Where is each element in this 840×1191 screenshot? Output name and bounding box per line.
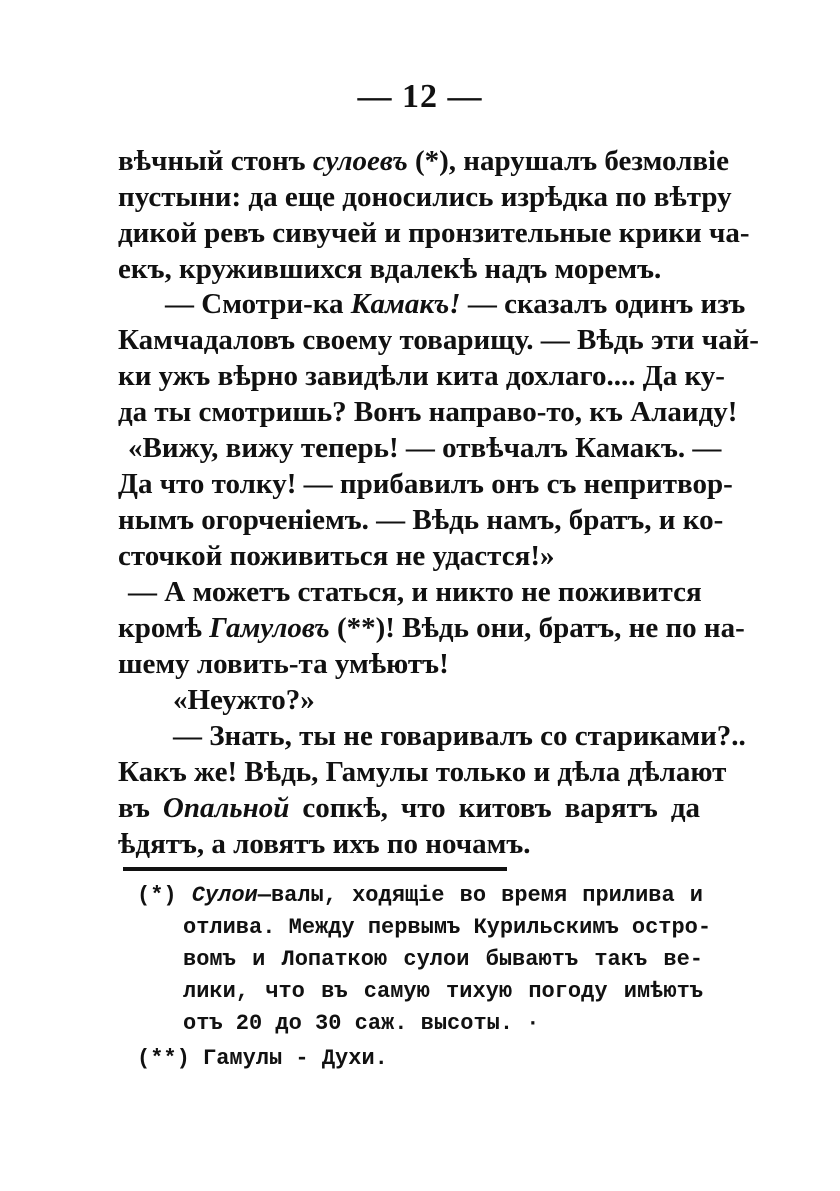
text-line: шему ловить-та умѣютъ! xyxy=(118,648,449,680)
footnote-term: Сулои xyxy=(191,883,258,908)
text-line: — А можетъ статься, и никто не поживится xyxy=(128,576,702,608)
italic-term: Гамуловъ xyxy=(209,612,330,644)
footnote-line: отъ 20 до 30 саж. высоты. · xyxy=(183,1011,540,1036)
text-span: (**)! Вѣдь они, братъ, не по на- xyxy=(336,612,745,644)
text-line xyxy=(118,610,745,646)
footnote-line xyxy=(137,1043,703,1075)
text-line: Камчадаловъ своему товарищу. — Вѣдь эти чай- xyxy=(118,324,759,356)
footnote-line: лики, что въ самую тихую погоду имѣютъ xyxy=(183,979,703,1004)
footnote-marker: (**) xyxy=(137,1046,190,1071)
text-span: въ xyxy=(118,792,150,824)
footnote-text: Гамулы - Духи. xyxy=(203,1046,388,1071)
text-line: ѣдятъ, а ловятъ ихъ по ночамъ. xyxy=(118,828,531,860)
text-span: кромѣ xyxy=(118,612,202,644)
text-line xyxy=(118,790,700,826)
text-line: Какъ же! Вѣдь, Гамулы только и дѣла дѣлают xyxy=(118,756,727,788)
footnote-marker: (*) xyxy=(137,883,177,908)
text-span: сопкѣ, что китовъ варятъ да xyxy=(302,792,701,824)
page-number: — 12 — xyxy=(357,78,483,115)
footnote-line xyxy=(137,880,703,912)
text-line: пустыни: да еще доносились изрѣдка по вѣтру xyxy=(118,181,732,213)
text-span: (*), нарушалъ безмолвіе xyxy=(414,145,729,177)
text-span: — Смотри-ка xyxy=(165,288,344,320)
footnote-line: вомъ и Лопаткою сулои бываютъ такъ ве- xyxy=(183,947,703,972)
footnote-divider xyxy=(123,867,507,871)
text-line: «Неужто?» xyxy=(173,684,315,716)
text-line xyxy=(165,286,746,322)
text-line: Да что толку! — прибавилъ онъ съ непритвор- xyxy=(118,468,733,500)
footnote-line: отлива. Между первымъ Курильскимъ остро- xyxy=(183,915,712,940)
text-line: — Знать, ты не говаривалъ со стариками?.. xyxy=(173,720,746,752)
text-span: — сказалъ одинъ изъ xyxy=(467,288,746,320)
text-line: ки ужъ вѣрно завидѣли кита дохлаго.... Да ку- xyxy=(118,360,725,392)
italic-term: сулоевъ xyxy=(312,145,408,177)
text-line: сточкой поживиться не удастся!» xyxy=(118,540,555,572)
text-span: вѣчный стонъ xyxy=(118,145,306,177)
text-line: «Вижу, вижу теперь! — отвѣчалъ Камакъ. — xyxy=(128,432,722,464)
text-line: да ты смотришь? Вонъ направо-то, къ Алаиду! xyxy=(118,396,738,428)
italic-term: Опальной xyxy=(162,792,290,824)
text-line: нымъ огорченіемъ. — Вѣдь намъ, братъ, и ко- xyxy=(118,504,724,536)
text-line xyxy=(118,143,729,179)
footnote-text: —валы, ходящіе во время прилива и xyxy=(257,883,704,908)
text-line: екъ, кружившихся вдалекѣ надъ моремъ. xyxy=(118,253,662,285)
text-line: дикой ревъ сивучей и пронзительные крики ча- xyxy=(118,217,750,249)
italic-term: Камакъ! xyxy=(350,288,461,320)
